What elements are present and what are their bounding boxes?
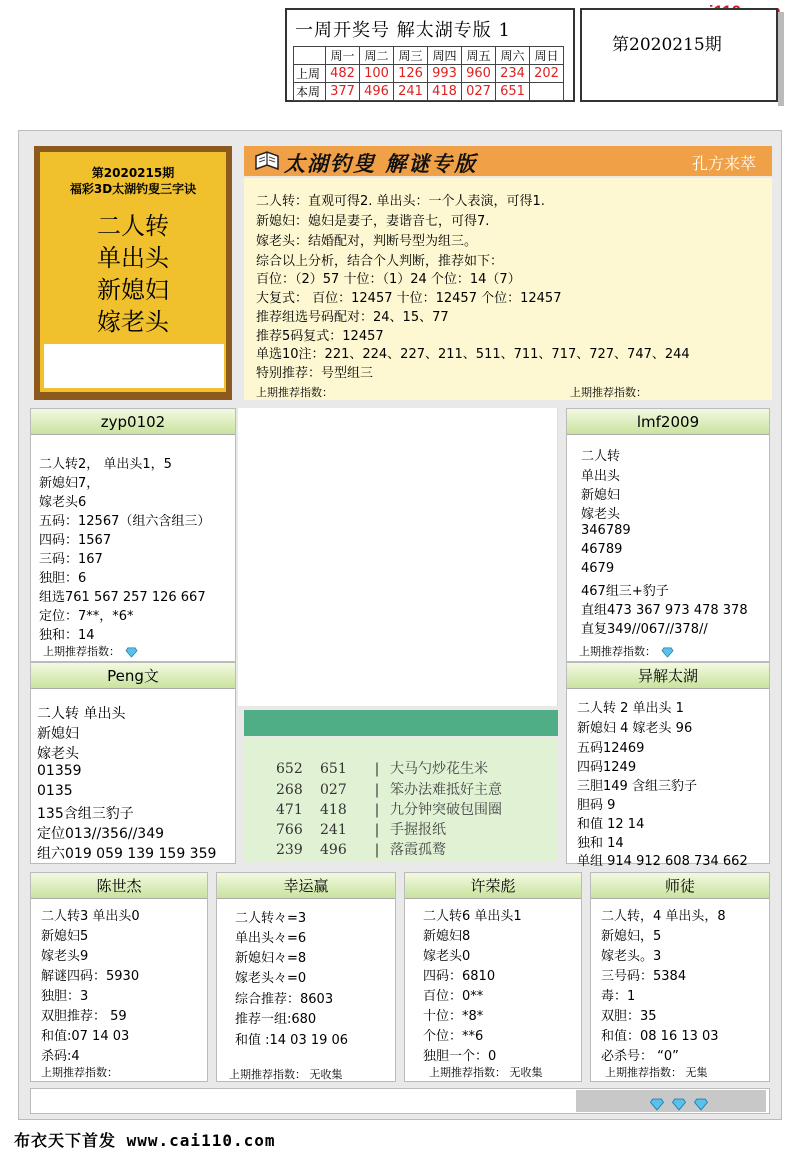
panel-line: 双胆推荐： 59 (41, 1009, 127, 1024)
puzzle-inner (40, 152, 226, 392)
slogan-num: 471 (276, 802, 303, 818)
puzzle-period: 第2020215期 (91, 166, 175, 180)
slogan-text: 大马勺炒花生米 (390, 761, 488, 777)
panel-line: 新媳妇5 (41, 929, 89, 944)
analysis-line: 大复式： 百位：12457 十位：12457 个位：12457 (256, 291, 562, 306)
puzzle-subtitle: 福彩3D太湖钓叟三字诀 (69, 182, 197, 196)
panel-line: 综合推荐：8603 (235, 992, 334, 1007)
panel-line: 新媳妇 (581, 488, 621, 503)
analysis-line: 百位：（2）57 十位：（1）24 个位：14（7） (256, 272, 521, 287)
panel-line: 独胆：3 (41, 989, 89, 1004)
slogan-sep: | (374, 761, 380, 777)
panel-line: 01359 (37, 763, 82, 779)
panel-yijie (566, 662, 770, 869)
draw-number (530, 83, 564, 101)
panel-line: 二人转 (581, 449, 621, 464)
period-label: 第2020215期 (612, 35, 722, 55)
panel-line: 4679 (581, 561, 615, 576)
banner-author: 孔方来萃 (691, 154, 756, 173)
draw-grid (293, 46, 564, 101)
panel-line: 二人转3 单出头0 (41, 909, 140, 924)
weekly-draw-table (285, 8, 575, 102)
panel-line: 十位：*8* (423, 1009, 484, 1024)
slogan-sep: | (374, 802, 380, 818)
panel-line: 胆码 9 (577, 798, 616, 813)
panel-index: 上期推荐指数： 无收集 (229, 1068, 343, 1081)
panel-line: 组六019 059 139 159 359 (37, 846, 217, 862)
panel-index (579, 643, 674, 659)
panel-line: 必杀号： “0” (601, 1049, 679, 1064)
footer-gems (648, 1094, 709, 1113)
panel-title: 师徒 (591, 873, 769, 899)
draw-number: 496 (360, 83, 394, 101)
slogan-text: 笨办法难抵好主意 (390, 782, 502, 798)
panel-line: 46789 (581, 542, 623, 557)
panel-line: 二人转々=3 (235, 911, 307, 926)
panel-line: 直组473 367 973 478 378 (581, 603, 748, 618)
panel-line: 二人转2， 单出头1，5 (39, 457, 172, 472)
diamond-icon (693, 1098, 709, 1111)
slogan-num: 651 (320, 761, 347, 777)
panel-line: 五码：12567（组六含组三） (39, 514, 211, 529)
slogan-num: 418 (320, 802, 347, 818)
analysis-line: 二人转：直观可得2. 单出头：一个人表演，可得1. (256, 194, 545, 209)
slogan-sep: | (374, 782, 380, 798)
panel-chen (30, 872, 208, 1082)
panel-title: 许荣彪 (405, 873, 581, 899)
slogan-row (276, 779, 502, 799)
slogan-sep: | (374, 822, 380, 838)
panel-lmf2009 (566, 408, 770, 662)
day-header: 周五 (462, 47, 496, 65)
draw-number: 651 (496, 83, 530, 101)
day-header: 周六 (496, 47, 530, 65)
analysis-panel (244, 178, 772, 400)
analysis-line: 特别推荐：号型组三 (256, 366, 374, 381)
draw-number: 993 (428, 65, 462, 83)
analysis-line: 单选10注：221、224、227、211、511、711、717、727、747、244 (256, 347, 690, 362)
panel-line: 推荐一组:680 (235, 1012, 317, 1027)
draw-number: 241 (394, 83, 428, 101)
panel-line: 嫁老头6 (39, 495, 87, 510)
slogan-row (276, 839, 446, 859)
day-header: 周日 (530, 47, 564, 65)
slogan-text: 九分钟突破包围圈 (390, 802, 502, 818)
draw-number: 234 (496, 65, 530, 83)
index-label: 上期推荐指数： (579, 645, 656, 658)
center-blank (238, 408, 558, 706)
draw-number: 418 (428, 83, 462, 101)
panel-line: 新媳妇8 (423, 929, 471, 944)
slogan-num: 241 (320, 822, 347, 838)
panel-line: 双胆：35 (601, 1009, 657, 1024)
panel-line: 独胆：6 (39, 571, 87, 586)
analysis-index-left: 上期推荐指数： (256, 386, 333, 399)
panel-title: 异解太湖 (567, 663, 769, 689)
puzzle-blank (44, 344, 224, 388)
index-label: 上期推荐指数： (43, 645, 120, 658)
panel-index: 上期推荐指数： 无收集 (429, 1066, 543, 1079)
panel-title: Peng文 (31, 663, 235, 689)
panel-line: 三胆149 含组三豹子 (577, 779, 697, 794)
panel-line: 四码1249 (577, 760, 637, 775)
panel-line: 独和：14 (39, 628, 95, 643)
panel-line: 定位：7**，*6* (39, 609, 134, 624)
panel-line: 新媳妇 4 嫁老头 96 (577, 721, 693, 736)
panel-title: zyp0102 (31, 409, 235, 435)
panel-line: 嫁老头。3 (601, 949, 662, 964)
slogan-row (276, 819, 446, 839)
book-icon (254, 150, 280, 177)
panel-peng (30, 662, 236, 864)
panel-line: 独和 14 (577, 836, 624, 851)
row-label: 本周 (294, 83, 326, 101)
puzzle-line: 嫁老头 (97, 308, 169, 336)
panel-line: 个位：**6 (423, 1029, 484, 1044)
panel-line: 新媳妇7， (39, 476, 100, 491)
puzzle-line: 新媳妇 (97, 276, 169, 304)
panel-line: 直复349//067//378// (581, 622, 708, 637)
center-bar (244, 710, 558, 736)
panel-line: 和值：08 16 13 03 (601, 1029, 719, 1044)
header-title: 一周开奖号 解太湖专版 1 (295, 20, 511, 41)
panel-line: 和值:07 14 03 (41, 1029, 130, 1044)
day-header: 周二 (360, 47, 394, 65)
slogan-text: 落霞孤鹜 (390, 842, 446, 858)
panel-index: 上期推荐指数： (41, 1066, 118, 1079)
slogan-num: 268 (276, 782, 303, 798)
panel-line: 四码：6810 (423, 969, 496, 984)
analysis-line: 嫁老头：结婚配对，判断号型为组三。 (256, 234, 478, 249)
analysis-line: 新媳妇：媳妇是妻子，妻谐音七，可得7. (256, 214, 490, 229)
slogan-num: 652 (276, 761, 303, 777)
bottom-brand[interactable]: 布衣天下首发 www.cai110.com (14, 1131, 276, 1150)
panel-line: 467组三+豹子 (581, 584, 669, 599)
panel-line: 新媳妇，5 (601, 929, 662, 944)
diamond-icon (649, 1098, 665, 1111)
panel-line: 三号码：5384 (601, 969, 687, 984)
day-header: 周三 (394, 47, 428, 65)
puzzle-line: 单出头 (97, 244, 169, 272)
panel-index: 上期推荐指数： 无集 (605, 1066, 708, 1079)
panel-line: 单组 914 912 608 734 662 (577, 854, 748, 869)
draw-number: 100 (360, 65, 394, 83)
panel-line: 新媳妇々=8 (235, 951, 307, 966)
slogan-sep: | (374, 842, 380, 858)
diamond-icon (125, 647, 138, 658)
slogan-list (244, 738, 558, 862)
panel-line: 嫁老头々=0 (235, 971, 307, 986)
panel-line: 三码：167 (39, 552, 103, 567)
panel-index (43, 643, 138, 659)
panel-title: 陈世杰 (31, 873, 207, 899)
panel-title: lmf2009 (567, 409, 769, 435)
day-header: 周一 (326, 47, 360, 65)
day-header: 周四 (428, 47, 462, 65)
panel-line: 二人转6 单出头1 (423, 909, 522, 924)
row-label: 上周 (294, 65, 326, 83)
panel-line: 二人转 2 单出头 1 (577, 701, 684, 716)
draw-number: 377 (326, 83, 360, 101)
slogan-row (276, 799, 502, 819)
panel-line: 0135 (37, 783, 73, 799)
panel-line: 四码：1567 (39, 533, 112, 548)
draw-number: 202 (530, 65, 564, 83)
diamond-icon (671, 1098, 687, 1111)
panel-line: 解谜四码：5930 (41, 969, 140, 984)
panel-line: 五码12469 (577, 741, 645, 756)
panel-line: 135含组三豹子 (37, 806, 134, 822)
draw-number: 960 (462, 65, 496, 83)
slogan-num: 239 (276, 842, 303, 858)
banner-title: 太湖钓叟 解谜专版 (284, 151, 478, 176)
panel-line: 346789 (581, 523, 631, 538)
panel-zyp0102 (30, 408, 236, 662)
panel-line: 二人转 单出头 (37, 706, 126, 722)
panel-line: 单出头 (581, 469, 621, 484)
panel-line: 嫁老头 (581, 507, 621, 522)
draw-number: 027 (462, 83, 496, 101)
puzzle-line: 二人转 (97, 212, 169, 240)
panel-shitu (590, 872, 770, 1082)
panel-line: 定位013//356//349 (37, 826, 165, 842)
panel-line: 二人转，4 单出头，8 (601, 909, 726, 924)
panel-line: 嫁老头 (37, 746, 79, 762)
slogan-num: 027 (320, 782, 347, 798)
panel-xurongbiao (404, 872, 582, 1082)
analysis-line: 推荐组选号码配对：24、15、77 (256, 310, 449, 325)
panel-xingyunying (216, 872, 396, 1082)
period-box (580, 8, 778, 102)
analysis-index-right: 上期推荐指数： (570, 386, 647, 399)
panel-title: 幸运赢 (217, 873, 395, 899)
panel-line: 杀码:4 (41, 1049, 80, 1064)
panel-line: 和值 12 14 (577, 817, 645, 832)
draw-number: 126 (394, 65, 428, 83)
panel-line: 和值 :14 03 19 06 (235, 1033, 349, 1048)
panel-line: 毒：1 (601, 989, 636, 1004)
slogan-text: 手握报纸 (390, 822, 446, 838)
slogan-num: 496 (320, 842, 347, 858)
corner-cell (294, 47, 326, 65)
period-shadow (778, 12, 784, 106)
panel-line: 组选761 567 257 126 667 (39, 590, 206, 605)
draw-number: 482 (326, 65, 360, 83)
slogan-num: 766 (276, 822, 303, 838)
panel-line: 百位：0** (423, 989, 484, 1004)
title-banner (244, 146, 772, 176)
diamond-icon (661, 647, 674, 658)
slogan-row (276, 758, 488, 778)
panel-line: 新媳妇 (37, 726, 79, 742)
analysis-line: 推荐5码复式：12457 (256, 329, 384, 344)
puzzle-box (34, 146, 232, 400)
analysis-line: 综合以上分析，结合个人判断，推荐如下： (256, 254, 504, 269)
panel-line: 嫁老头9 (41, 949, 89, 964)
panel-line: 独胆一个：0 (423, 1049, 497, 1064)
panel-line: 单出头々=6 (235, 931, 307, 946)
panel-line: 嫁老头0 (423, 949, 471, 964)
